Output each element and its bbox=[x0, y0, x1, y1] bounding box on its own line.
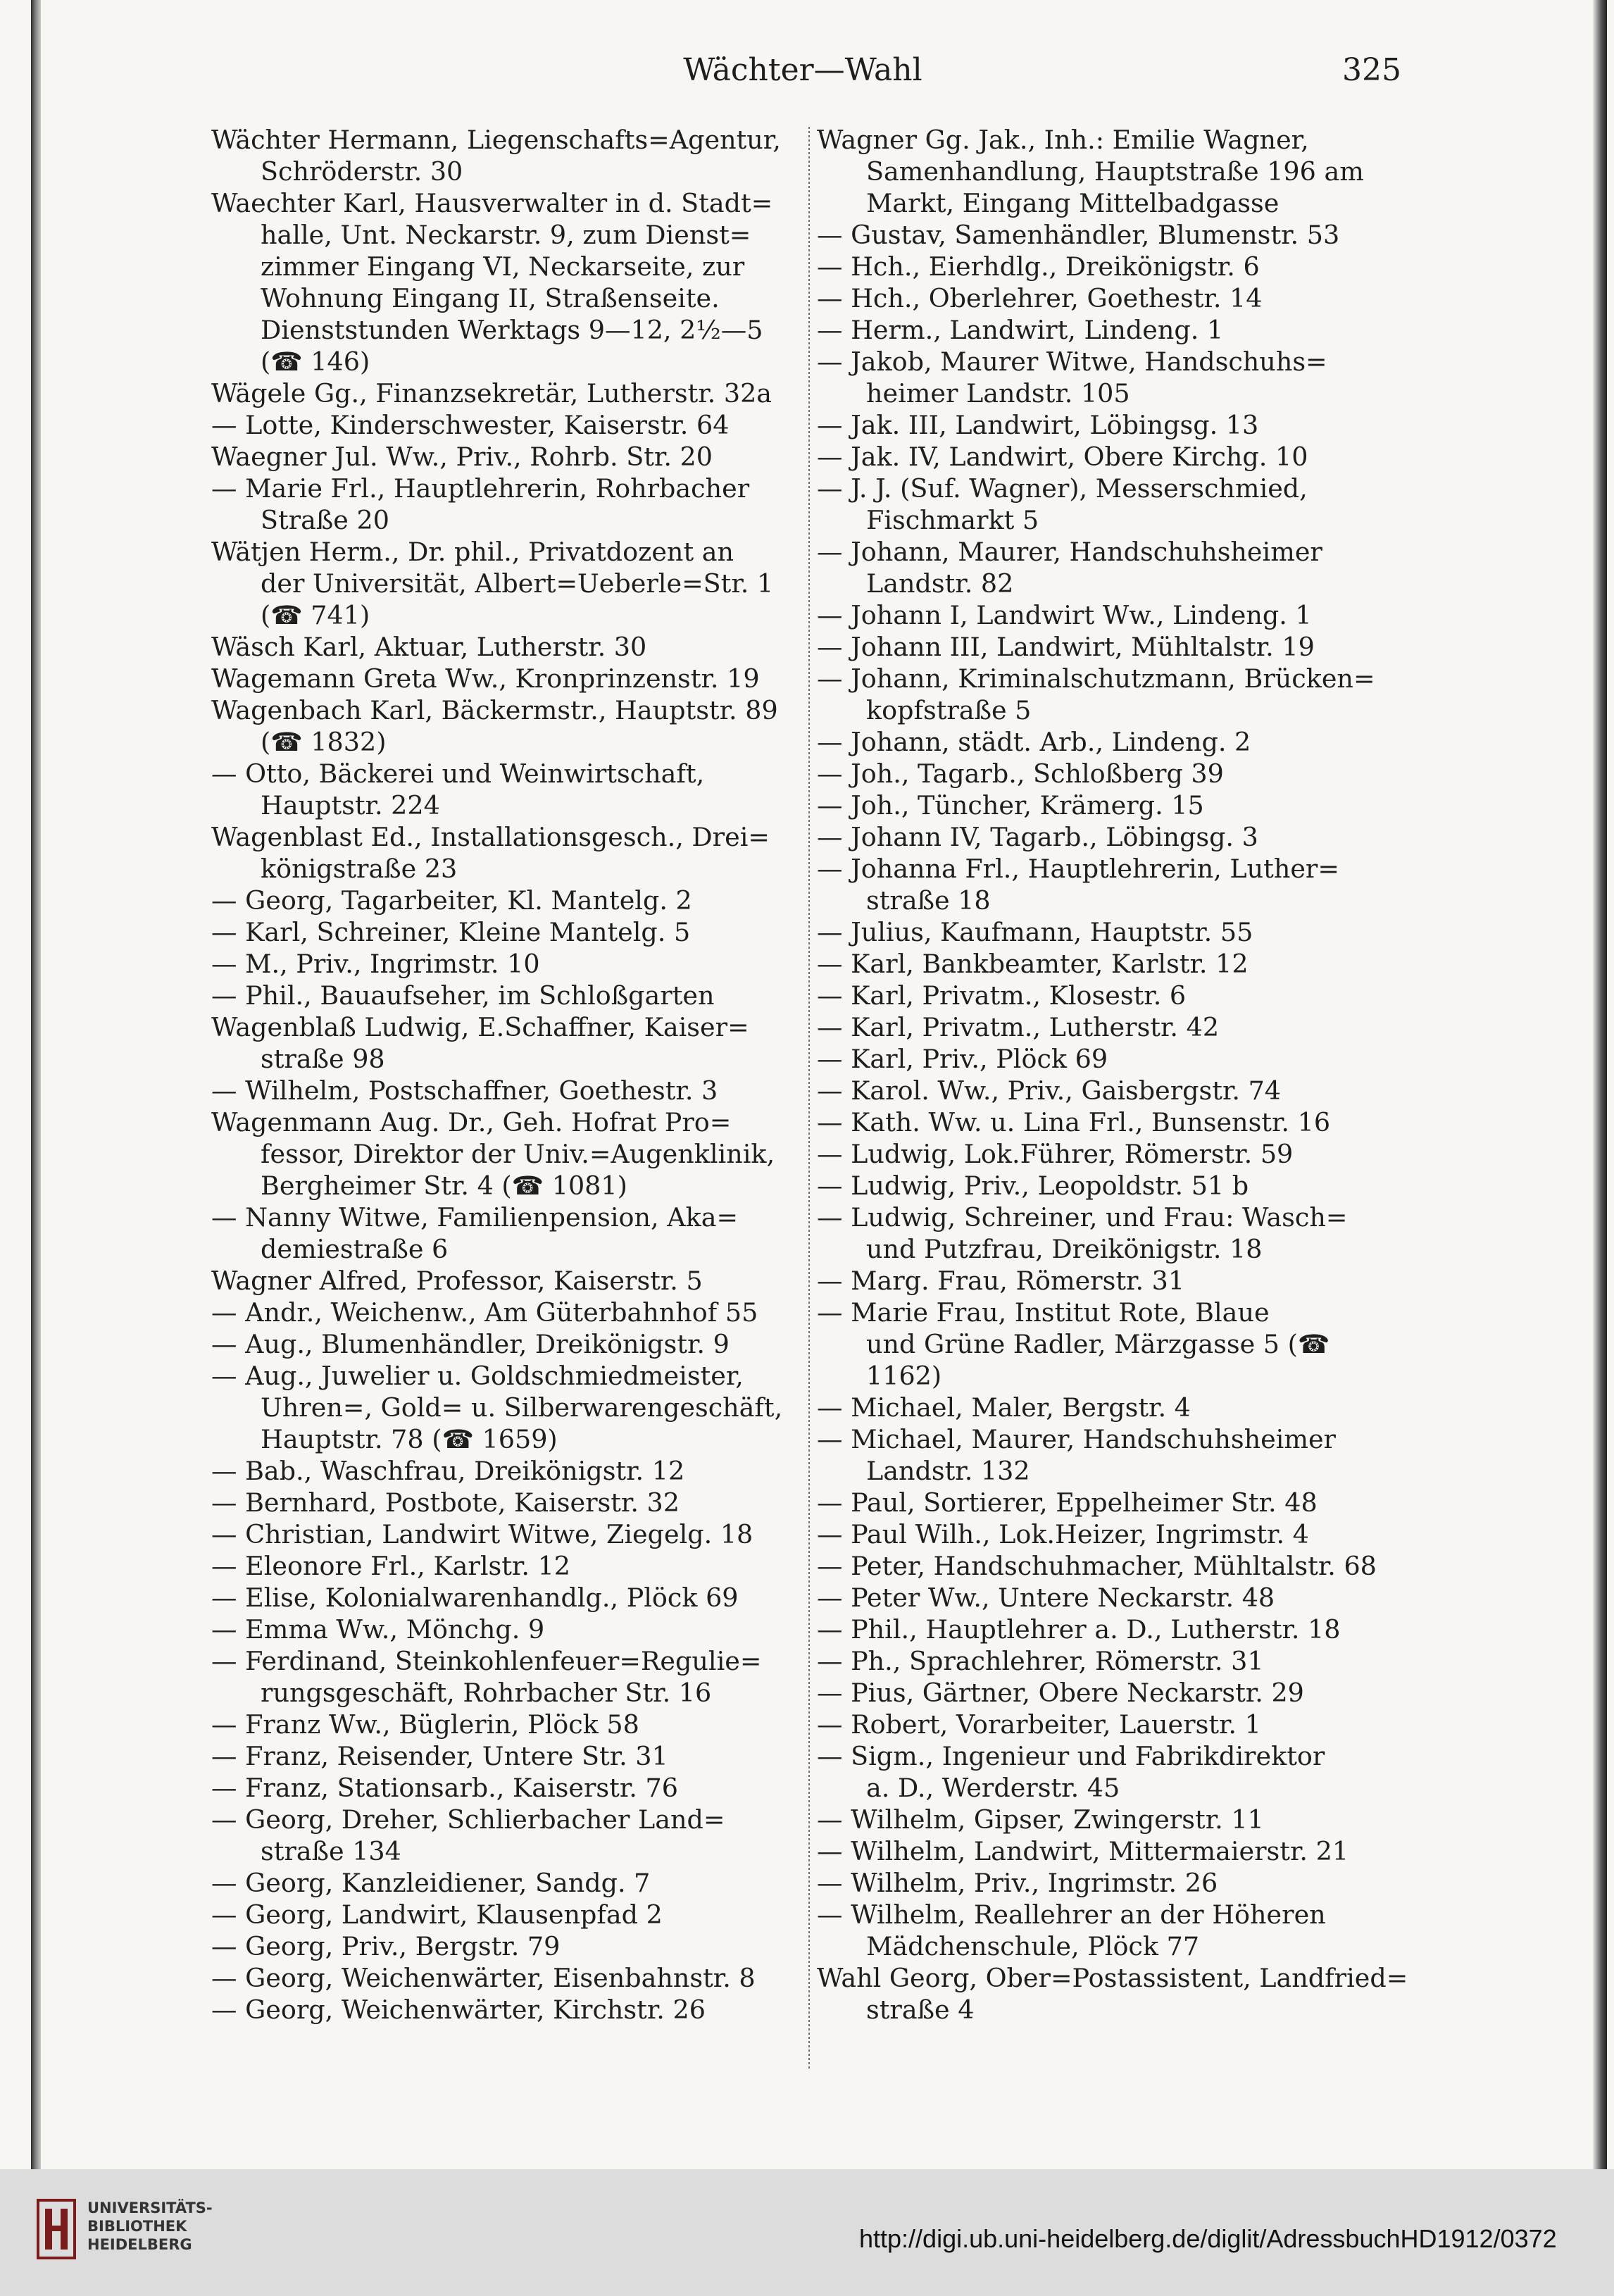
directory-entry-line: Wahl Georg, Ober=Postassistent, Landfried= bbox=[817, 1963, 1408, 1993]
directory-entry-line: — Marg. Frau, Römerstr. 31 bbox=[817, 1266, 1185, 1296]
directory-entry-line: Landstr. 132 bbox=[866, 1456, 1030, 1486]
directory-entry-line: der Universität, Albert=Ueberle=Str. 1 bbox=[261, 568, 774, 599]
directory-entry-line: — Michael, Maurer, Handschuhsheimer bbox=[817, 1424, 1337, 1454]
directory-entry-line: — Wilhelm, Postschaffner, Goethestr. 3 bbox=[211, 1075, 718, 1106]
directory-entry-line: — Jakob, Maurer Witwe, Handschuhs= bbox=[817, 347, 1327, 377]
directory-entry-line: — Ferdinand, Steinkohlenfeuer=Regulie= bbox=[211, 1646, 762, 1676]
directory-entry-line: — Andr., Weichenw., Am Güterbahnhof 55 bbox=[211, 1297, 758, 1328]
directory-entry-line: Wohnung Eingang II, Straßenseite. bbox=[261, 283, 720, 313]
directory-entry-line: — Christian, Landwirt Witwe, Ziegelg. 18 bbox=[211, 1519, 753, 1549]
directory-entry-line: — Eleonore Frl., Karlstr. 12 bbox=[211, 1551, 571, 1581]
directory-entry-line: — Wilhelm, Priv., Ingrimstr. 26 bbox=[817, 1868, 1218, 1898]
directory-entry-line: — Wilhelm, Gipser, Zwingerstr. 11 bbox=[817, 1804, 1264, 1835]
directory-entry-line: — Franz, Stationsarb., Kaiserstr. 76 bbox=[211, 1773, 678, 1803]
directory-entry-line: — Hch., Oberlehrer, Goethestr. 14 bbox=[817, 283, 1263, 313]
directory-entry-line: — Julius, Kaufmann, Hauptstr. 55 bbox=[817, 917, 1253, 947]
page-edge-left bbox=[31, 0, 41, 2169]
directory-entry-line: — Herm., Landwirt, Lindeng. 1 bbox=[817, 315, 1224, 345]
directory-entry-line: Fischmarkt 5 bbox=[866, 505, 1039, 535]
directory-entry-line: — Phil., Bauaufseher, im Schloßgarten bbox=[211, 980, 715, 1011]
directory-entry-line: — Hch., Eierhdlg., Dreikönigstr. 6 bbox=[817, 251, 1260, 282]
directory-entry-line: Wächter Hermann, Liegenschafts=Agentur, bbox=[211, 125, 781, 155]
directory-entry-line: — Paul, Sortierer, Eppelheimer Str. 48 bbox=[817, 1487, 1318, 1518]
directory-entry-line: Hauptstr. 78 (☎ 1659) bbox=[261, 1424, 558, 1454]
directory-entry-line: Schröderstr. 30 bbox=[261, 156, 463, 187]
directory-entry-line: — Johann IV, Tagarb., Löbingsg. 3 bbox=[817, 822, 1258, 852]
directory-entry-line: — Peter Ww., Untere Neckarstr. 48 bbox=[817, 1583, 1275, 1613]
page-number: 325 bbox=[1342, 52, 1401, 88]
directory-entry-line: a. D., Werderstr. 45 bbox=[866, 1773, 1120, 1803]
directory-entry-line: — Marie Frl., Hauptlehrerin, Rohrbacher bbox=[211, 473, 750, 504]
right-column bbox=[817, 124, 1415, 2026]
directory-entry-line: — Karl, Bankbeamter, Karlstr. 12 bbox=[817, 949, 1249, 979]
directory-entry-line: und Putzfrau, Dreikönigstr. 18 bbox=[866, 1234, 1263, 1264]
directory-entry-line: — Kath. Ww. u. Lina Frl., Bunsenstr. 16 bbox=[817, 1107, 1331, 1137]
directory-entry-line: — Ludwig, Schreiner, und Frau: Wasch= bbox=[817, 1202, 1348, 1233]
directory-entry-line: kopfstraße 5 bbox=[866, 695, 1032, 725]
directory-entry-line: Wagenblast Ed., Installationsgesch., Drei= bbox=[211, 822, 770, 852]
directory-entry-line: 1162) bbox=[866, 1361, 942, 1391]
directory-entry-line: — Phil., Hauptlehrer a. D., Lutherstr. 18 bbox=[817, 1614, 1341, 1645]
directory-entry-line: rungsgeschäft, Rohrbacher Str. 16 bbox=[261, 1678, 712, 1708]
directory-entry-line: Wagemann Greta Ww., Kronprinzenstr. 19 bbox=[211, 663, 760, 694]
directory-entry-line: — Georg, Dreher, Schlierbacher Land= bbox=[211, 1804, 725, 1835]
directory-entry-line: — Sigm., Ingenieur und Fabrikdirektor bbox=[817, 1741, 1325, 1771]
directory-entry-line: — Johann I, Landwirt Ww., Lindeng. 1 bbox=[817, 600, 1312, 630]
directory-entry-line: — J. J. (Suf. Wagner), Messerschmied, bbox=[817, 473, 1308, 504]
directory-entry-line: Wätjen Herm., Dr. phil., Privatdozent an bbox=[211, 537, 734, 567]
directory-entry-line: — Franz Ww., Büglerin, Plöck 58 bbox=[211, 1709, 639, 1740]
page-header bbox=[204, 52, 1401, 94]
directory-entry-line: — Wilhelm, Reallehrer an der Höheren bbox=[817, 1899, 1326, 1930]
directory-entry-line: Mädchenschule, Plöck 77 bbox=[866, 1931, 1200, 1961]
directory-entry-line: Waegner Jul. Ww., Priv., Rohrb. Str. 20 bbox=[211, 442, 713, 472]
source-url-link[interactable]: http://digi.ub.uni-heidelberg.de/diglit/AdressbuchHD1912/0372 bbox=[859, 2224, 1557, 2253]
directory-entry-line: halle, Unt. Neckarstr. 9, zum Dienst= bbox=[261, 220, 751, 250]
directory-entry-line: — Karol. Ww., Priv., Gaisbergstr. 74 bbox=[817, 1075, 1282, 1106]
directory-entry-line: Bergheimer Str. 4 (☎ 1081) bbox=[261, 1171, 627, 1201]
directory-entry-line: zimmer Eingang VI, Neckarseite, zur bbox=[261, 251, 745, 282]
directory-entry-line: — Johann, Kriminalschutzmann, Brücken= bbox=[817, 663, 1375, 694]
directory-entry-line: fessor, Direktor der Univ.=Augenklinik, bbox=[261, 1139, 775, 1169]
directory-entry-line: — Johanna Frl., Hauptlehrerin, Luther= bbox=[817, 854, 1339, 884]
directory-entry-line: heimer Landstr. 105 bbox=[866, 378, 1130, 408]
library-name bbox=[87, 2199, 213, 2254]
directory-entry-line: — Aug., Blumenhändler, Dreikönigstr. 9 bbox=[211, 1329, 730, 1359]
directory-entry-line: Dienststunden Werktags 9—12, 2½—5 bbox=[261, 315, 763, 345]
directory-entry-line: — Nanny Witwe, Familienpension, Aka= bbox=[211, 1202, 739, 1233]
directory-entry-line: straße 134 bbox=[261, 1836, 401, 1866]
directory-entry-line: — Georg, Tagarbeiter, Kl. Mantelg. 2 bbox=[211, 885, 692, 916]
directory-entry-line: — Paul Wilh., Lok.Heizer, Ingrimstr. 4 bbox=[817, 1519, 1309, 1549]
logo-line: UNIVERSITÄTS- bbox=[87, 2200, 213, 2216]
directory-entry-line: Markt, Eingang Mittelbadgasse bbox=[866, 188, 1280, 218]
directory-entry-line: — Georg, Landwirt, Klausenpfad 2 bbox=[211, 1899, 663, 1930]
directory-entry-line: — Pius, Gärtner, Obere Neckarstr. 29 bbox=[817, 1678, 1304, 1708]
directory-entry-line: — Karl, Privatm., Klosestr. 6 bbox=[817, 980, 1187, 1011]
directory-entry-line: Waechter Karl, Hausverwalter in d. Stadt= bbox=[211, 188, 773, 218]
left-column bbox=[211, 124, 810, 2026]
page-edge-right bbox=[1593, 0, 1607, 2169]
university-seal-icon bbox=[35, 2197, 77, 2261]
directory-entry-line: — Karl, Privatm., Lutherstr. 42 bbox=[817, 1012, 1220, 1042]
directory-entry-line: — Ph., Sprachlehrer, Römerstr. 31 bbox=[817, 1646, 1264, 1676]
directory-entry-line: — Georg, Weichenwärter, Eisenbahnstr. 8 bbox=[211, 1963, 756, 1993]
column-divider bbox=[808, 127, 810, 2071]
directory-entry-line: — Emma Ww., Mönchg. 9 bbox=[211, 1614, 545, 1645]
directory-entry-line: — Johann, städt. Arb., Lindeng. 2 bbox=[817, 727, 1251, 757]
directory-entry-line: — Wilhelm, Landwirt, Mittermaierstr. 21 bbox=[817, 1836, 1349, 1866]
directory-entry-line: Wäsch Karl, Aktuar, Lutherstr. 30 bbox=[211, 632, 647, 662]
directory-entry-line: — Lotte, Kinderschwester, Kaiserstr. 64 bbox=[211, 410, 730, 440]
directory-entry-line: Wägele Gg., Finanzsekretär, Lutherstr. 32a bbox=[211, 378, 772, 408]
directory-entry-line: straße 98 bbox=[261, 1044, 385, 1074]
directory-entry-line: königstraße 23 bbox=[261, 854, 458, 884]
directory-entry-line: — Otto, Bäckerei und Weinwirtschaft, bbox=[211, 759, 705, 789]
directory-entry-line: (☎ 146) bbox=[261, 347, 370, 377]
logo-line: BIBLIOTHEK bbox=[87, 2218, 187, 2235]
directory-entry-line: Wagner Gg. Jak., Inh.: Emilie Wagner, bbox=[817, 125, 1309, 155]
directory-entry-line: und Grüne Radler, Märzgasse 5 (☎ bbox=[866, 1329, 1330, 1359]
directory-entry-line: Landstr. 82 bbox=[866, 568, 1014, 599]
directory-entry-line: — Karl, Schreiner, Kleine Mantelg. 5 bbox=[211, 917, 691, 947]
directory-entry-line: — Johann, Maurer, Handschuhsheimer bbox=[817, 537, 1322, 567]
directory-entry-line: — Elise, Kolonialwarenhandlg., Plöck 69 bbox=[211, 1583, 739, 1613]
directory-entry-line: — Franz, Reisender, Untere Str. 31 bbox=[211, 1741, 668, 1771]
directory-entry-line: — M., Priv., Ingrimstr. 10 bbox=[211, 949, 540, 979]
directory-entry-line: (☎ 741) bbox=[261, 600, 370, 630]
directory-entry-line: — Karl, Priv., Plöck 69 bbox=[817, 1044, 1108, 1074]
logo-line: HEIDELBERG bbox=[87, 2236, 192, 2253]
directory-entry-line: Wagenbach Karl, Bäckermstr., Hauptstr. 89 bbox=[211, 695, 778, 725]
directory-entry-line: — Ludwig, Lok.Führer, Römerstr. 59 bbox=[817, 1139, 1294, 1169]
directory-entry-line: Hauptstr. 224 bbox=[261, 790, 440, 821]
directory-entry-line: — Joh., Tüncher, Krämerg. 15 bbox=[817, 790, 1204, 821]
directory-entry-line: — Ludwig, Priv., Leopoldstr. 51 b bbox=[817, 1171, 1249, 1201]
directory-entry-line: — Georg, Priv., Bergstr. 79 bbox=[211, 1931, 561, 1961]
directory-entry-line: straße 18 bbox=[866, 885, 991, 916]
directory-entry-line: (☎ 1832) bbox=[261, 727, 387, 757]
directory-entry-line: — Jak. IV, Landwirt, Obere Kirchg. 10 bbox=[817, 442, 1308, 472]
directory-entry-line: Wagenblaß Ludwig, E.Schaffner, Kaiser= bbox=[211, 1012, 749, 1042]
directory-entry-line: — Robert, Vorarbeiter, Lauerstr. 1 bbox=[817, 1709, 1261, 1740]
directory-entry-line: — Michael, Maler, Bergstr. 4 bbox=[817, 1392, 1191, 1423]
directory-entry-line: — Jak. III, Landwirt, Löbingsg. 13 bbox=[817, 410, 1259, 440]
running-title: Wächter—Wahl bbox=[683, 52, 922, 88]
directory-entry-line: — Gustav, Samenhändler, Blumenstr. 53 bbox=[817, 220, 1340, 250]
directory-entry-line: straße 4 bbox=[866, 1995, 975, 2025]
directory-entry-line: — Johann III, Landwirt, Mühltalstr. 19 bbox=[817, 632, 1315, 662]
directory-entry-line: demiestraße 6 bbox=[261, 1234, 449, 1264]
directory-entry-line: Wagenmann Aug. Dr., Geh. Hofrat Pro= bbox=[211, 1107, 732, 1137]
directory-entry-line: — Marie Frau, Institut Rote, Blaue bbox=[817, 1297, 1270, 1328]
directory-entry-line: Samenhandlung, Hauptstraße 196 am bbox=[866, 156, 1364, 187]
directory-entry-line: Uhren=, Gold= u. Silberwarengeschäft, bbox=[261, 1392, 783, 1423]
directory-entry-line: — Joh., Tagarb., Schloßberg 39 bbox=[817, 759, 1224, 789]
directory-entry-line: — Aug., Juwelier u. Goldschmiedmeister, bbox=[211, 1361, 744, 1391]
directory-entry-line: — Georg, Weichenwärter, Kirchstr. 26 bbox=[211, 1995, 706, 2025]
directory-entry-line: — Bab., Waschfrau, Dreikönigstr. 12 bbox=[211, 1456, 685, 1486]
directory-entry-line: — Peter, Handschuhmacher, Mühltalstr. 68 bbox=[817, 1551, 1377, 1581]
directory-entry-line: Straße 20 bbox=[261, 505, 389, 535]
directory-entry-line: — Bernhard, Postbote, Kaiserstr. 32 bbox=[211, 1487, 680, 1518]
library-logo[interactable] bbox=[35, 2195, 289, 2272]
directory-entry-line: Wagner Alfred, Professor, Kaiserstr. 5 bbox=[211, 1266, 703, 1296]
directory-entry-line: — Georg, Kanzleidiener, Sandg. 7 bbox=[211, 1868, 651, 1898]
